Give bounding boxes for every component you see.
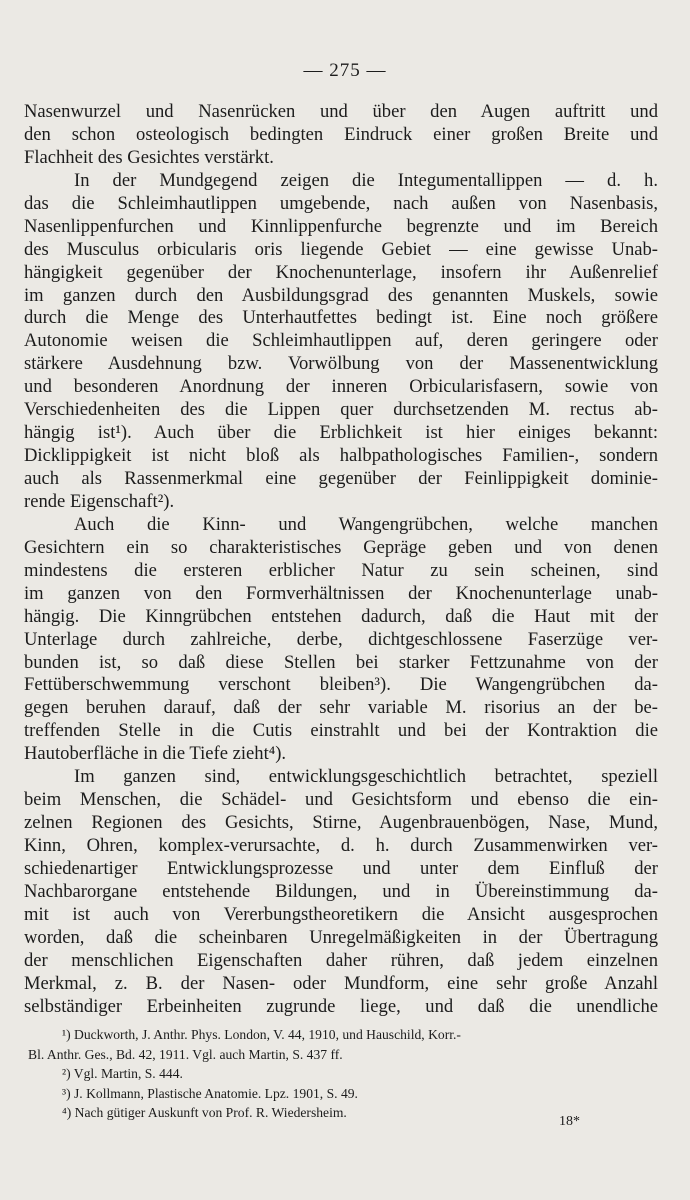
footnote: Bl. Anthr. Ges., Bd. 42, 1911. Vgl. auch Martin, S. 437 ff.: [28, 1046, 343, 1062]
text-line: worden, daß die scheinbaren Unregelmäßigkeiten in der Übertragung: [24, 926, 658, 948]
text-line: durch die Menge des Unterhautfettes bedingt ist. Eine noch größere: [24, 307, 658, 329]
text-line: stärkere Ausdehnung bzw. Vorwölbung von der Massenentwicklung: [24, 353, 658, 375]
text-line: Im ganzen sind, entwicklungsgeschichtlich betrachtet, speziell: [74, 766, 658, 788]
text-line: Verschiedenheiten des die Lippen quer durchsetzenden M. rectus ab-: [24, 399, 658, 421]
text-line: Flachheit des Gesichtes verstärkt.: [24, 146, 274, 168]
text-line: des Musculus orbicularis oris liegende Gebiet — eine gewisse Unab-: [24, 238, 658, 260]
text-line: Dicklippigkeit ist nicht bloß als halbpathologisches Familien-, sondern: [24, 445, 658, 467]
text-line: hängig ist¹). Auch über die Erblichkeit ist hier einiges bekannt:: [24, 422, 658, 444]
text-line: im ganzen durch den Ausbildungsgrad des genannten Muskels, sowie: [24, 284, 658, 306]
text-line: treffenden Stelle in die Cutis einstrahlt und bei der Kontraktion die: [24, 720, 658, 742]
footnotes: [28, 1025, 658, 1123]
text-line: den schon osteologisch bedingten Eindruck einer großen Breite und: [24, 123, 658, 145]
text-line: Nasenwurzel und Nasenrücken und über den Augen auftritt und: [24, 101, 658, 122]
text-line: selbständiger Erbeinheiten zugrunde liege, und daß die unendliche: [24, 995, 658, 1017]
text-line: das die Schleimhautlippen umgebende, nach außen von Nasenbasis,: [24, 192, 658, 214]
text-line: hängig. Die Kinngrübchen entstehen dadurch, daß die Haut mit der: [24, 605, 658, 627]
text-line: Nachbarorgane entstehende Bildungen, und in Übereinstimmung da-: [24, 880, 658, 902]
text-line: rende Eigenschaft²).: [24, 490, 175, 512]
text-line: Kinn, Ohren, komplex-verursachte, d. h. durch Zusammenwirken ver-: [24, 835, 658, 856]
footnote: ⁴) Nach gütiger Auskunft von Prof. R. Wiedersheim.: [62, 1105, 347, 1121]
text-line: im ganzen von den Formverhältnissen der Knochenunterlage unab-: [24, 582, 658, 604]
text-line: Merkmal, z. B. der Nasen- oder Mundform, eine sehr große Anzahl: [24, 972, 658, 994]
text-line: gegen beruhen darauf, daß der sehr variable M. risorius an der be-: [24, 697, 658, 719]
text-line: hängigkeit gegenüber der Knochenunterlage, insofern ihr Außenrelief: [24, 261, 658, 283]
text-line: schiedenartiger Entwicklungsprozesse und unter dem Einfluß der: [24, 857, 658, 879]
text-line: auch als Rassenmerkmal eine gegenüber der Feinlippigkeit dominie-: [24, 468, 658, 489]
text-line: Hautoberfläche in die Tiefe zieht⁴).: [24, 743, 287, 765]
signature-mark: 18*: [559, 1114, 580, 1129]
text-line: zelnen Regionen des Gesichts, Stirne, Augenbrauenbögen, Nase, Mund,: [24, 812, 658, 834]
text-line: und besonderen Anordnung der inneren Orbicularisfasern, sowie von: [24, 376, 658, 398]
text-line: Gesichtern ein so charakteristisches Gepräge geben und von denen: [24, 536, 658, 558]
text-line: der menschlichen Eigenschaften daher rühren, daß jedem einzelnen: [24, 949, 658, 971]
footnote: ³) J. Kollmann, Plastische Anatomie. Lpz. 1901, S. 49.: [62, 1085, 358, 1101]
page-number: — 275 —: [303, 60, 387, 81]
text-line: Autonomie weisen die Schleimhautlippen auf, deren geringere oder: [24, 330, 658, 352]
text-line: In der Mundgegend zeigen die Integumentallippen — d. h.: [74, 169, 658, 191]
text-line: Unterlage durch zahlreiche, derbe, dichtgeschlossene Faserzüge ver-: [24, 628, 658, 650]
text-line: Auch die Kinn- und Wangengrübchen, welche manchen: [74, 513, 658, 535]
text-line: mindestens die ersteren erblicher Natur zu sein scheinen, sind: [24, 559, 658, 581]
text-line: bunden ist, so daß diese Stellen bei starker Fettzunahme von der: [24, 651, 658, 673]
body-text: [24, 101, 658, 1019]
text-line: Nasenlippenfurchen und Kinnlippenfurche begrenzte und im Bereich: [24, 215, 658, 237]
text-line: Fettüberschwemmung verschont bleiben³). Die Wangengrübchen da-: [24, 674, 658, 696]
footnote: ²) Vgl. Martin, S. 444.: [62, 1066, 183, 1082]
text-line: mit ist auch von Vererbungstheoretikern die Ansicht ausgesprochen: [24, 903, 658, 925]
text-line: beim Menschen, die Schädel- und Gesichtsform und ebenso die ein-: [24, 789, 658, 811]
footnote: ¹) Duckworth, J. Anthr. Phys. London, V. 44, 1910, und Hauschild, Korr.-: [62, 1027, 461, 1042]
